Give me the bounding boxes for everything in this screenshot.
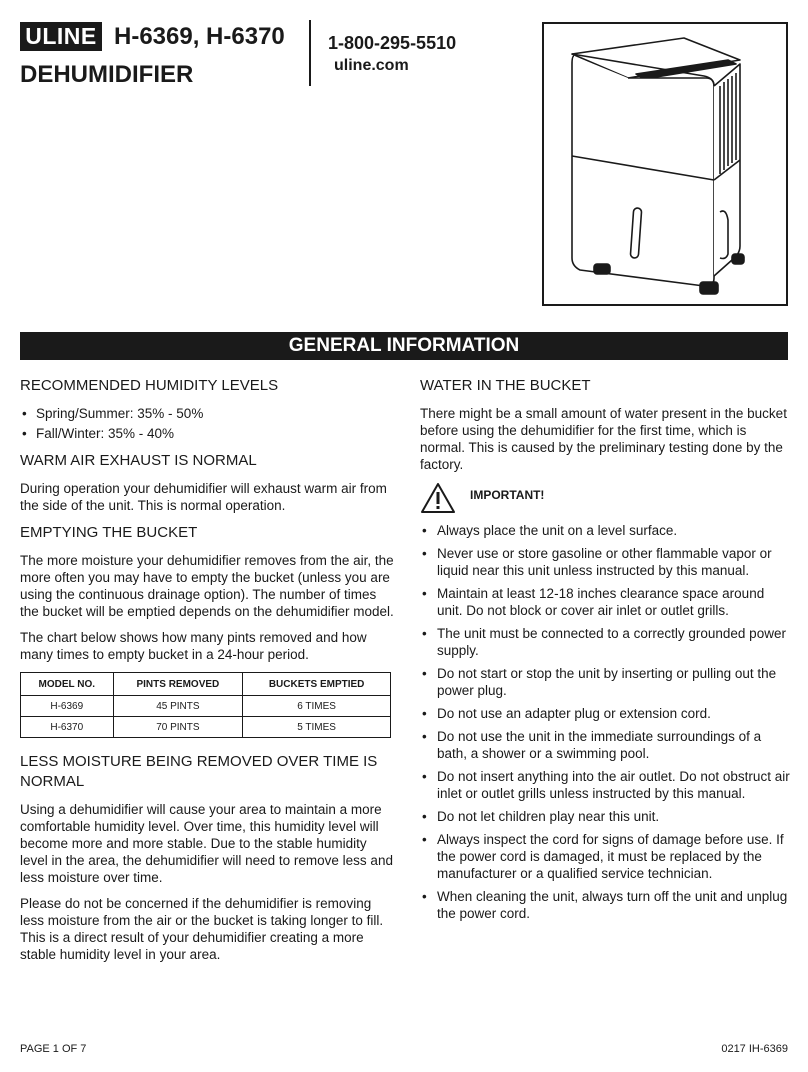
list-item: • Do not use an adapter plug or extension cord. [420,705,790,722]
table-cell: 5 TIMES [243,717,391,738]
concern-text: Please do not be concerned if the dehumidifier is removing less moisture from the air or the bucket is taking longer to fill. This is a direct result of your dehumidifier creating a more stable humidity level in your area. [20,896,384,962]
less-moisture-text: Using a dehumidifier will cause your area to maintain a more comfortable humidity level. Over time, this humidity level will become more and more stable. Due to the stable humidity level in the area, the dehumidifier will need to remove less and less moisture over time. [20,802,393,885]
document-code: 0217 IH-6369 [721,1043,788,1055]
chart-intro-text: The chart below shows how many pints removed and how many times to empty bucket in a 24-hour period. [20,630,367,662]
list-item: • Do not use the unit in the immediate surroundings of a bath, a shower or a swimming pool. [420,728,790,762]
table-cell: H-6370 [21,717,114,738]
uline-logo: ULINE [20,22,102,51]
left-column [20,376,394,972]
list-item: • Fall/Winter: 35% - 40% [20,425,394,442]
table-cell: 45 PINTS [113,696,243,717]
section-title: GENERAL INFORMATION [20,332,788,360]
list-item: • Maintain at least 12-18 inches clearance space around unit. Do not block or cover air inlet or outlet grills. [420,585,790,619]
model-numbers: H-6369, H-6370 [114,23,285,50]
table-header: BUCKETS EMPTIED [243,673,391,696]
emptying-heading: EMPTYING THE BUCKET [20,524,198,541]
humidity-heading: RECOMMENDED HUMIDITY LEVELS [20,377,279,394]
list-item: • The unit must be connected to a correctly grounded power supply. [420,625,790,659]
warm-air-heading: WARM AIR EXHAUST IS NORMAL [20,452,257,469]
table-row [21,717,391,738]
important-label: IMPORTANT! [470,488,545,502]
website: uline.com [334,57,409,74]
table-cell: 70 PINTS [113,717,243,738]
less-moisture-heading: LESS MOISTURE BEING REMOVED OVER TIME IS NORMAL [20,753,378,790]
table-header: MODEL NO. [21,673,114,696]
emptying-text: The more moisture your dehumidifier removes from the air, the more often you may have to empty the bucket (unless you are using the continuous drainage option). The number of times the bucket will be emptied depends on the dehumidifier model. [20,553,394,619]
list-item: • Do not let children play near this unit. [420,808,790,825]
list-item: • Always place the unit on a level surface. [420,522,790,539]
table-row [21,696,391,717]
warning-icon [420,482,456,514]
water-text: There might be a small amount of water present in the bucket before using the dehumidifier for the first time, which is normal. This is caused by the preliminary testing done by the factory. [420,406,787,472]
list-item: • Spring/Summer: 35% - 50% [20,405,394,422]
header-divider [309,20,311,86]
product-illustration-frame [542,22,788,306]
important-notice [420,482,790,514]
bucket-table [20,672,391,738]
table-header: PINTS REMOVED [113,673,243,696]
safety-list [420,522,790,922]
list-item: • Always inspect the cord for signs of damage before use. If the power cord is damaged, it must be replaced by the manufacturer or a qualified service technician. [420,831,790,882]
list-item: • Never use or store gasoline or other flammable vapor or liquid near this unit unless instructed by this manual. [420,545,790,579]
page-number: PAGE 1 OF 7 [20,1043,87,1055]
product-title: DEHUMIDIFIER [20,61,194,88]
table-header-row [21,673,391,696]
humidity-list [20,405,394,442]
table-cell: 6 TIMES [243,696,391,717]
list-item: • When cleaning the unit, always turn off the unit and unplug the power cord. [420,888,790,922]
dehumidifier-illustration [544,24,786,304]
list-item: • Do not start or stop the unit by inserting or pulling out the power plug. [420,665,790,699]
warm-air-text: During operation your dehumidifier will exhaust warm air from the side of the unit. This is normal operation. [20,481,387,513]
right-column [420,376,790,931]
list-item: • Do not insert anything into the air outlet. Do not obstruct air inlet or outlet grills unless instructed by this manual. [420,768,790,802]
phone-number: 1-800-295-5510 [328,33,457,53]
water-heading: WATER IN THE BUCKET [420,377,591,394]
table-cell: H-6369 [21,696,114,717]
